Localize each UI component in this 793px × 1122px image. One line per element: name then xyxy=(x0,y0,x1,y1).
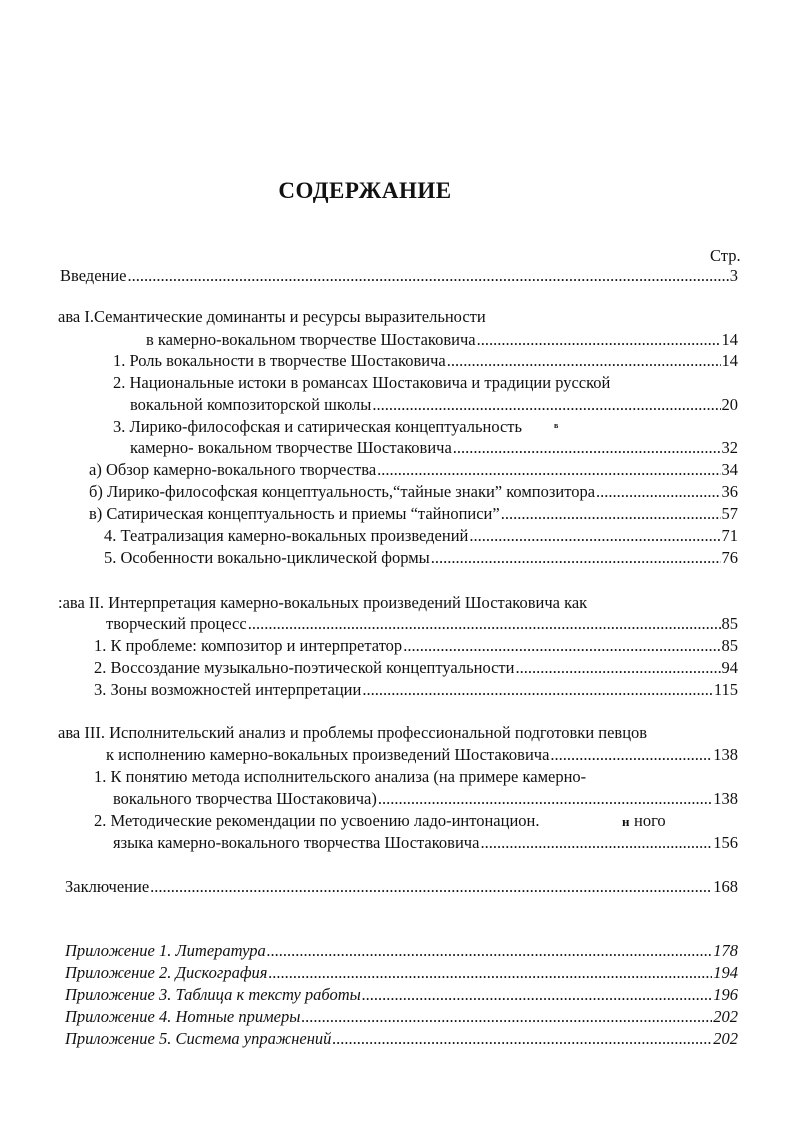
toc-entry: б) Лирико-философская концептуальность,“тайные знаки” композитора ..... 36 xyxy=(89,482,738,502)
page-number: 156 xyxy=(713,833,738,852)
page-title: СОДЕРЖАНИЕ xyxy=(278,178,452,203)
page-number: 57 xyxy=(721,504,738,523)
chapter-3-heading: ава III. Исполнительский анализ и проблемы профессиональной подготовки певцов xyxy=(58,723,648,742)
chapter-1-heading-cont: в камерно-вокальном творчестве Шостаковича ..... 14 xyxy=(146,330,738,350)
toc-entry: вокальной композиторской школы ..... 20 xyxy=(130,395,738,415)
toc-entry: 1. К проблеме: композитор и интерпретатор ..... 85 xyxy=(94,636,738,656)
handwritten-mark: н xyxy=(622,814,630,829)
page-number: 115 xyxy=(713,680,738,699)
page-number: 32 xyxy=(721,438,738,457)
appendix-entry: Приложение 2. Дискография ..... 194 xyxy=(65,963,738,983)
chapter-3-heading-cont: к исполнению камерно-вокальных произведений Шостаковича ..... 138 xyxy=(106,745,738,765)
page-number: 76 xyxy=(721,548,738,567)
page-number: 94 xyxy=(721,658,738,677)
appendix-entry: Приложение 5. Система упражнений ..... 202 xyxy=(65,1029,738,1049)
toc-entry: 3. Зоны возможностей интерпретации ..... 115 xyxy=(94,680,738,700)
page-number: 85 xyxy=(721,614,738,633)
toc-entry: 4. Театрализация камерно-вокальных произведений ..... 71 xyxy=(104,526,738,546)
toc-entry: 2. Воссоздание музыкально-поэтической концептуальности ..... 94 xyxy=(94,658,738,678)
toc-entry: а) Обзор камерно-вокального творчества ..... 34 xyxy=(89,460,738,480)
page-number: 14 xyxy=(721,330,738,349)
page-column-header: Стр. xyxy=(710,246,741,265)
appendix-entry: Приложение 4. Нотные примеры ..... 202 xyxy=(65,1007,738,1027)
toc-entry: 1. К понятию метода исполнительского анализа (на примере камерно- xyxy=(94,767,587,786)
page-number: 85 xyxy=(721,636,738,655)
page-number: 194 xyxy=(713,963,738,982)
toc-entry: 2. Национальные истоки в романсах Шостаковича и традиции русской xyxy=(113,373,611,392)
toc-entry: вокального творчества Шостаковича) ..... 138 xyxy=(113,789,738,809)
chapter-2-heading: :ава II. Интерпретация камерно-вокальных произведений Шостаковича как xyxy=(58,593,588,612)
page-number: 178 xyxy=(713,941,738,960)
toc-entry: 5. Особенности вокально-циклической формы ..... 76 xyxy=(104,548,738,568)
page-number: 168 xyxy=(713,877,738,896)
toc-entry: в) Сатирическая концептуальность и приемы “тайнописи” ..... 57 xyxy=(89,504,738,524)
page-number: 138 xyxy=(713,789,738,808)
page-number: 138 xyxy=(713,745,738,764)
toc-entry: 1. Роль вокальности в творчестве Шостаковича ..... 14 xyxy=(113,351,738,371)
toc-entry-intro: Введение ..... 3 xyxy=(60,266,738,286)
chapter-1-heading: ава I.Семантические доминанты и ресурсы выразительности xyxy=(58,307,486,326)
handwritten-mark: в xyxy=(554,421,559,430)
page-number: 20 xyxy=(721,395,738,414)
toc-entry: 2. Методические рекомендации по усвоению ладо-интонацион. xyxy=(94,811,540,830)
appendix-entry: Приложение 3. Таблица к тексту работы ..... 196 xyxy=(65,985,738,1005)
toc-entry-tail: ного xyxy=(634,811,666,830)
toc-entry: камерно- вокальном творчестве Шостаковича ..... 32 xyxy=(130,438,738,458)
chapter-2-heading-cont: творческий процесс ..... 85 xyxy=(106,614,738,634)
toc-entry: 3. Лирико-философская и сатирическая концептуальность xyxy=(113,417,523,436)
page-number: 36 xyxy=(721,482,738,501)
appendix-entry: Приложение 1. Литература ..... 178 xyxy=(65,941,738,961)
toc-entry-conclusion: Заключение ..... 168 xyxy=(65,877,738,897)
page-number: 196 xyxy=(713,985,738,1004)
page-number: 71 xyxy=(721,526,738,545)
page-number: 3 xyxy=(729,266,738,285)
page-number: 14 xyxy=(721,351,738,370)
page-number: 202 xyxy=(713,1029,738,1048)
page-number: 202 xyxy=(713,1007,738,1026)
toc-entry: языка камерно-вокального творчества Шостаковича ..... 156 xyxy=(113,833,738,853)
page-number: 34 xyxy=(721,460,738,479)
